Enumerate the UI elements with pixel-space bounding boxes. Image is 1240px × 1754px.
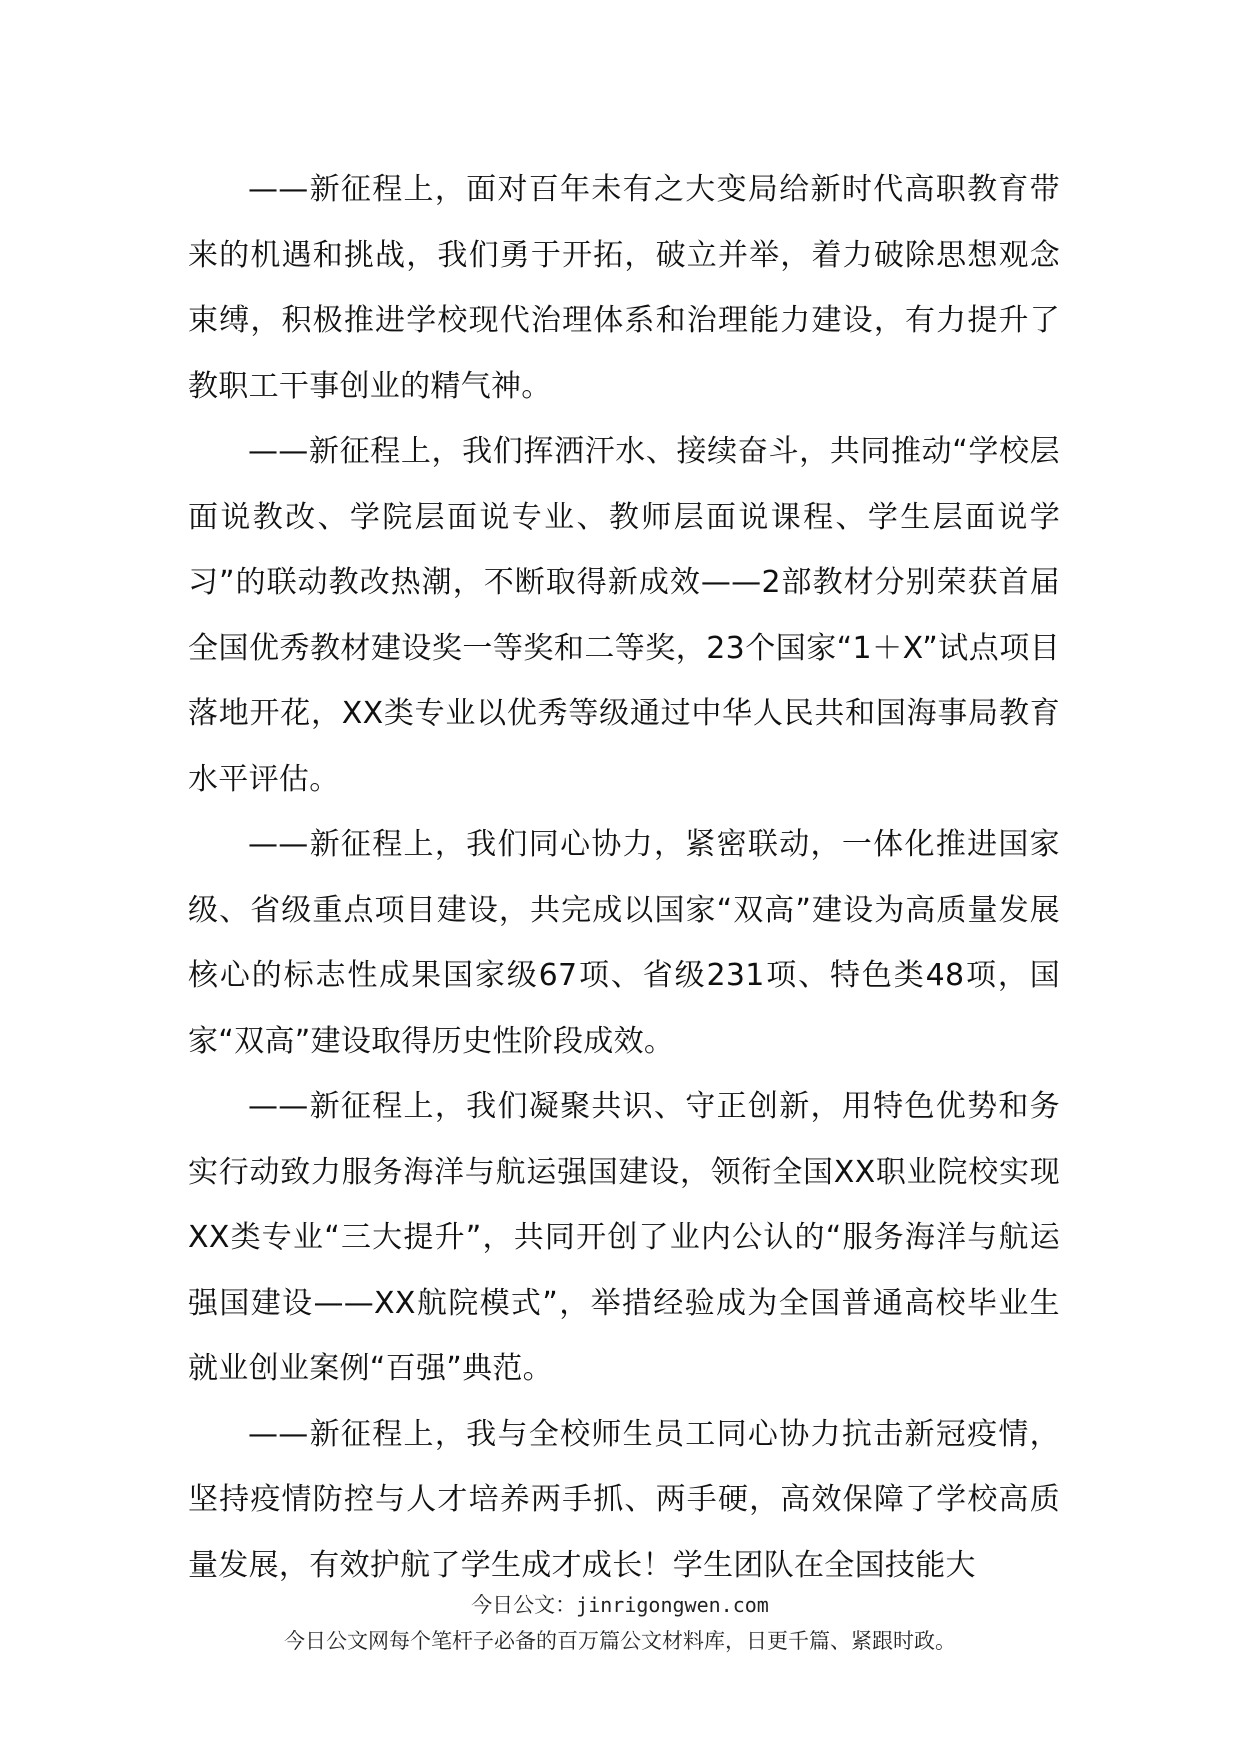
paragraph-2: ——新征程上，我们挥洒汗水、接续奋斗，共同推动“学校层面说教改、学院层面说专业、教师层面说课程、学生层面说学习”的联动教改热潮，不断取得新成效——2部教材分别荣获首届全国优秀教材建设奖一等奖和二等奖，23个国家“1＋X”试点项目落地开花，XX类专业以优秀等级通过中华人民共和国海事局教育水平评估。 [188, 434, 1060, 797]
footer-site-link[interactable]: jinrigongwen.com [576, 1593, 769, 1617]
footer-source [0, 1590, 1240, 1620]
paragraph-5: ——新征程上，我与全校师生员工同心协力抗击新冠疫情，坚持疫情防控与人才培养两手抓、两手硬，高效保障了学校高质量发展，有效护航了学生成才成长！学生团队在全国技能大 [188, 1416, 1060, 1583]
paragraph-1: ——新征程上，面对百年未有之大变局给新时代高职教育带来的机遇和挑战，我们勇于开拓，破立并举，着力破除思想观念束缚，积极推进学校现代治理体系和治理能力建设，有力提升了教职工干事创业的精气神。 [188, 172, 1060, 404]
document-body [188, 157, 1060, 1598]
footer-slogan: 今日公文网每个笔杆子必备的百万篇公文材料库，日更千篇、紧跟时政。 [284, 1629, 956, 1653]
paragraph-3: ——新征程上，我们同心协力，紧密联动，一体化推进国家级、省级重点项目建设，共完成以国家“双高”建设为高质量发展核心的标志性成果国家级67项、省级231项、特色类48项，国家“双高”建设取得历史性阶段成效。 [188, 827, 1060, 1059]
paragraph-4: ——新征程上，我们凝聚共识、守正创新，用特色优势和务实行动致力服务海洋与航运强国建设，领衔全国XX职业院校实现XX类专业“三大提升”，共同开创了业内公认的“服务海洋与航运强国建设——XX航院模式”，举措经验成为全国普通高校毕业生就业创业案例“百强”典范。 [188, 1089, 1060, 1386]
footer-label: 今日公文： [471, 1593, 577, 1617]
